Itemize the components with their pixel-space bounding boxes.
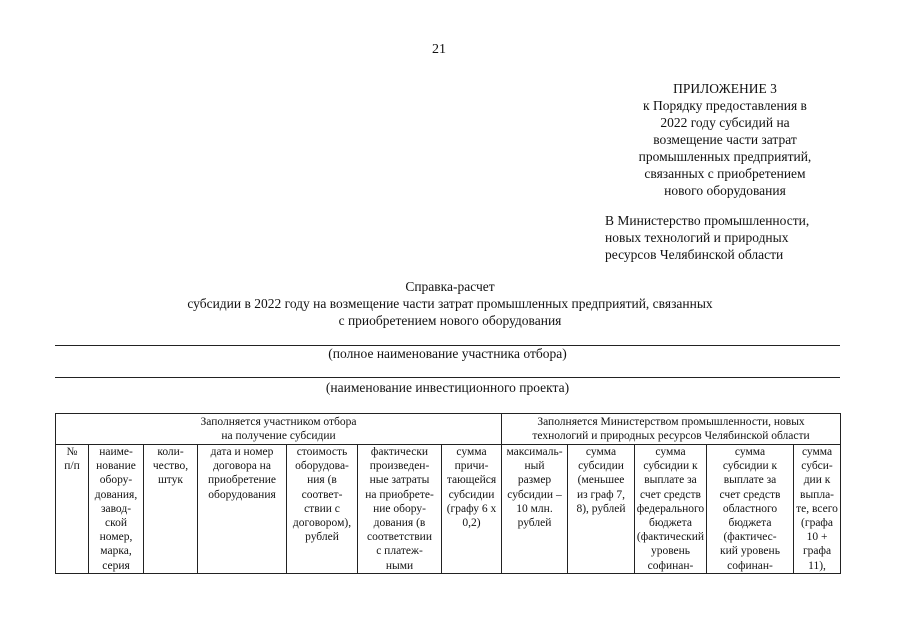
column-header: сумма субсидии к выплате за счет средств федерального бюджета (фактический уровень софинан- bbox=[635, 445, 707, 574]
ministry-group-header: Заполняется Министерством промышленности, новых технологий и природных ресурсов Челябинской области bbox=[502, 414, 841, 445]
column-header: сумма субсидии (меньшее из граф 7, 8), рублей bbox=[568, 445, 635, 574]
page-bottom-margin bbox=[0, 574, 905, 640]
column-header: № п/п bbox=[56, 445, 89, 574]
calculation-table bbox=[55, 413, 841, 574]
project-name-caption: (наименование инвестиционного проекта) bbox=[325, 380, 570, 395]
addressee-block bbox=[605, 212, 865, 263]
column-header: сумма субсидии к выплате за счет средств областного бюджета (фактичес- кий уровень софинан- bbox=[707, 445, 794, 574]
column-header: дата и номер договора на приобретение оборудования bbox=[198, 445, 287, 574]
project-name-line bbox=[55, 377, 840, 378]
page-number: 21 bbox=[432, 42, 446, 57]
appendix-line: к Порядку предоставления в bbox=[643, 98, 807, 113]
appendix-line: связанных с приобретением bbox=[644, 166, 806, 181]
column-header: стоимость оборудова- ния (в соответ- ствии с договором), рублей bbox=[287, 445, 358, 574]
appendix-line: промышленных предприятий, bbox=[638, 149, 812, 164]
addressee-line: ресурсов Челябинской области bbox=[605, 247, 784, 262]
table-column-header-row bbox=[56, 445, 841, 574]
table-group-header-row bbox=[56, 414, 841, 445]
addressee-line: В Министерство промышленности, bbox=[605, 213, 810, 228]
appendix-line: ПРИЛОЖЕНИЕ 3 bbox=[673, 81, 777, 96]
appendix-block bbox=[620, 80, 830, 199]
column-header: максималь- ный размер субсидии – 10 млн. рублей bbox=[502, 445, 568, 574]
participant-name-caption: (полное наименование участника отбора) bbox=[328, 346, 567, 361]
participant-group-header: Заполняется участником отбора на получение субсидии bbox=[56, 414, 502, 445]
appendix-line: 2022 году субсидий на bbox=[660, 115, 790, 130]
title-line: Справка-расчет bbox=[405, 279, 495, 294]
column-header: сумма причи- тающейся субсидии (графу 6 х 0,2) bbox=[442, 445, 502, 574]
title-line: с приобретением нового оборудования bbox=[338, 313, 562, 328]
column-header: наиме- нование обору- дования, завод- ской номер, марка, серия bbox=[89, 445, 144, 574]
appendix-line: возмещение части затрат bbox=[653, 132, 797, 147]
addressee-line: новых технологий и природных bbox=[605, 230, 789, 245]
column-header: сумма субси- дии к выпла- те, всего (графа 10 + графа 11), bbox=[794, 445, 841, 574]
title-line: субсидии в 2022 году на возмещение части затрат промышленных предприятий, связанных bbox=[187, 296, 713, 311]
document-title bbox=[60, 278, 840, 329]
appendix-line: нового оборудования bbox=[664, 183, 786, 198]
column-header: фактически произведен- ные затраты на приобрете- ние обору- дования (в соответствии с платеж- ными bbox=[358, 445, 442, 574]
column-header: коли- чество, штук bbox=[144, 445, 198, 574]
